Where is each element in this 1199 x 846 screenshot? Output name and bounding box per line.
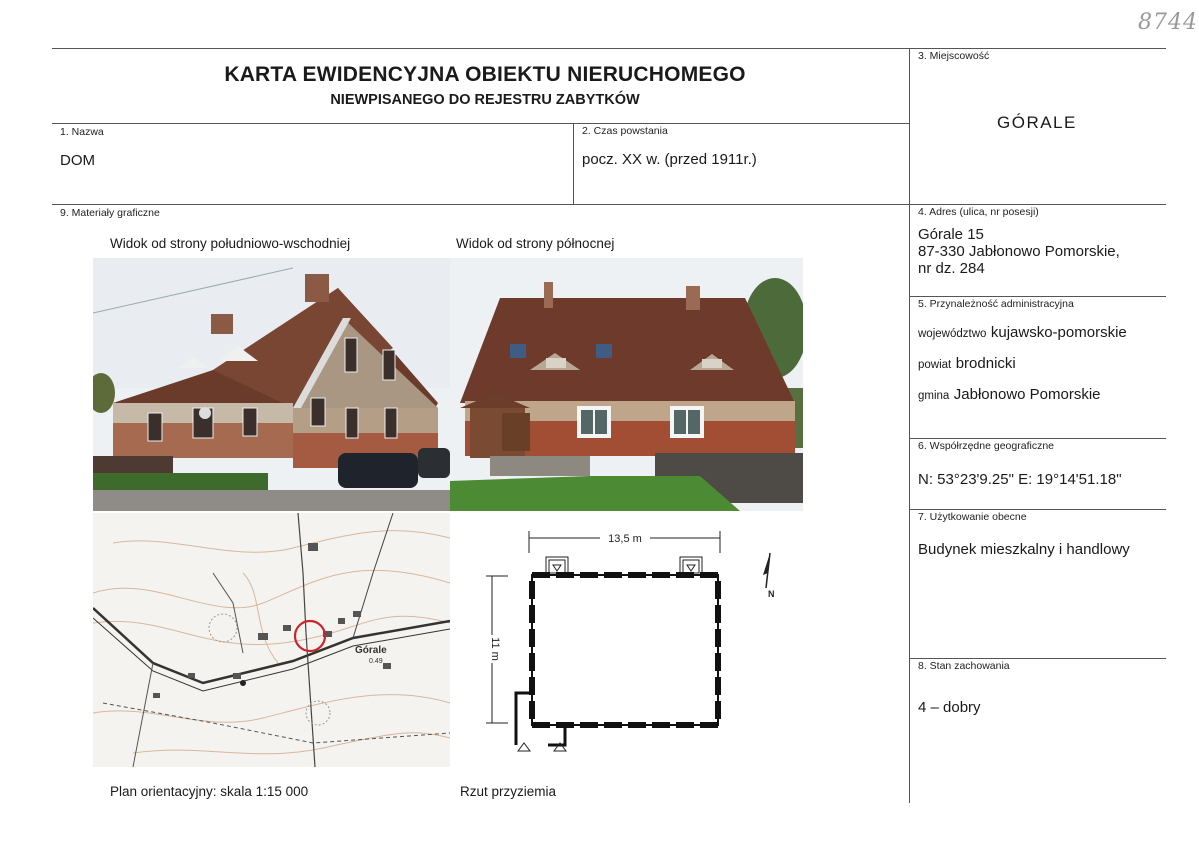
map-place-name: Górale bbox=[355, 645, 387, 656]
card-subtitle: NIEWPISANEGO DO REJESTRU ZABYTKÓW bbox=[330, 92, 640, 108]
voivodeship-value: kujawsko-pomorskie bbox=[990, 324, 1127, 341]
voivodeship-prefix: województwo bbox=[918, 328, 987, 340]
time-value: pocz. XX w. (przed 1911r.) bbox=[582, 151, 757, 168]
name-value: DOM bbox=[60, 152, 95, 169]
plan-height-label: 11 m bbox=[489, 637, 501, 661]
handwritten-number: 8744 bbox=[1138, 10, 1198, 35]
name-time-divider bbox=[573, 123, 574, 204]
address-line1: Górale 15 bbox=[918, 226, 984, 243]
north-label: N bbox=[768, 589, 775, 599]
name-label: 1. Nazwa bbox=[60, 126, 104, 138]
top-rule bbox=[52, 48, 1166, 49]
orientation-map bbox=[93, 513, 450, 767]
county-value: brodnicki bbox=[955, 355, 1016, 372]
ground-floor-plan bbox=[450, 513, 803, 767]
coords-value: N: 53°23'9.25" E: 19°14'51.18" bbox=[918, 471, 1122, 488]
graphics-label: 9. Materiały graficzne bbox=[60, 207, 160, 219]
photo2-caption: Widok od strony północnej bbox=[456, 236, 615, 251]
right-column-divider bbox=[909, 48, 910, 803]
rule-coords-usage bbox=[910, 509, 1166, 510]
map-caption: Plan orientacyjny: skala 1:15 000 bbox=[110, 784, 309, 799]
admin-commune bbox=[918, 386, 1101, 404]
county-prefix: powiat bbox=[918, 359, 952, 371]
condition-label: 8. Stan zachowania bbox=[918, 660, 1010, 672]
photo-north-view bbox=[450, 258, 803, 511]
admin-voivodeship bbox=[918, 324, 1127, 342]
admin-county bbox=[918, 355, 1016, 373]
coords-label: 6. Współrzędne geograficzne bbox=[918, 440, 1054, 452]
plan-width-label: 13,5 m bbox=[608, 533, 642, 545]
rule-usage-condition bbox=[910, 658, 1166, 659]
address-label: 4. Adres (ulica, nr posesji) bbox=[918, 206, 1039, 218]
rule-admin-coords bbox=[910, 438, 1166, 439]
title-bottom-rule bbox=[52, 123, 910, 124]
card-title: KARTA EWIDENCYJNA OBIEKTU NIERUCHOMEGO bbox=[224, 63, 746, 86]
time-label: 2. Czas powstania bbox=[582, 125, 668, 137]
locality-value: GÓRALE bbox=[997, 113, 1077, 132]
photo1-caption: Widok od strony południowo-wschodniej bbox=[110, 236, 351, 251]
plan-caption: Rzut przyziemia bbox=[460, 784, 557, 799]
main-section-rule bbox=[52, 204, 1166, 205]
map-place-sub: 0.49 bbox=[369, 658, 383, 665]
commune-prefix: gmina bbox=[918, 390, 950, 402]
commune-value: Jabłonowo Pomorskie bbox=[953, 386, 1101, 403]
admin-label: 5. Przynależność administracyjna bbox=[918, 298, 1074, 310]
condition-value: 4 – dobry bbox=[918, 699, 981, 716]
locality-label: 3. Miejscowość bbox=[918, 50, 990, 62]
rule-address-admin bbox=[910, 296, 1166, 297]
usage-value: Budynek mieszkalny i handlowy bbox=[918, 541, 1130, 558]
usage-label: 7. Użytkowanie obecne bbox=[918, 511, 1027, 523]
address-line2: 87-330 Jabłonowo Pomorskie, bbox=[918, 243, 1120, 260]
photo-southeast-view bbox=[93, 258, 450, 511]
address-line3: nr dz. 284 bbox=[918, 260, 985, 277]
